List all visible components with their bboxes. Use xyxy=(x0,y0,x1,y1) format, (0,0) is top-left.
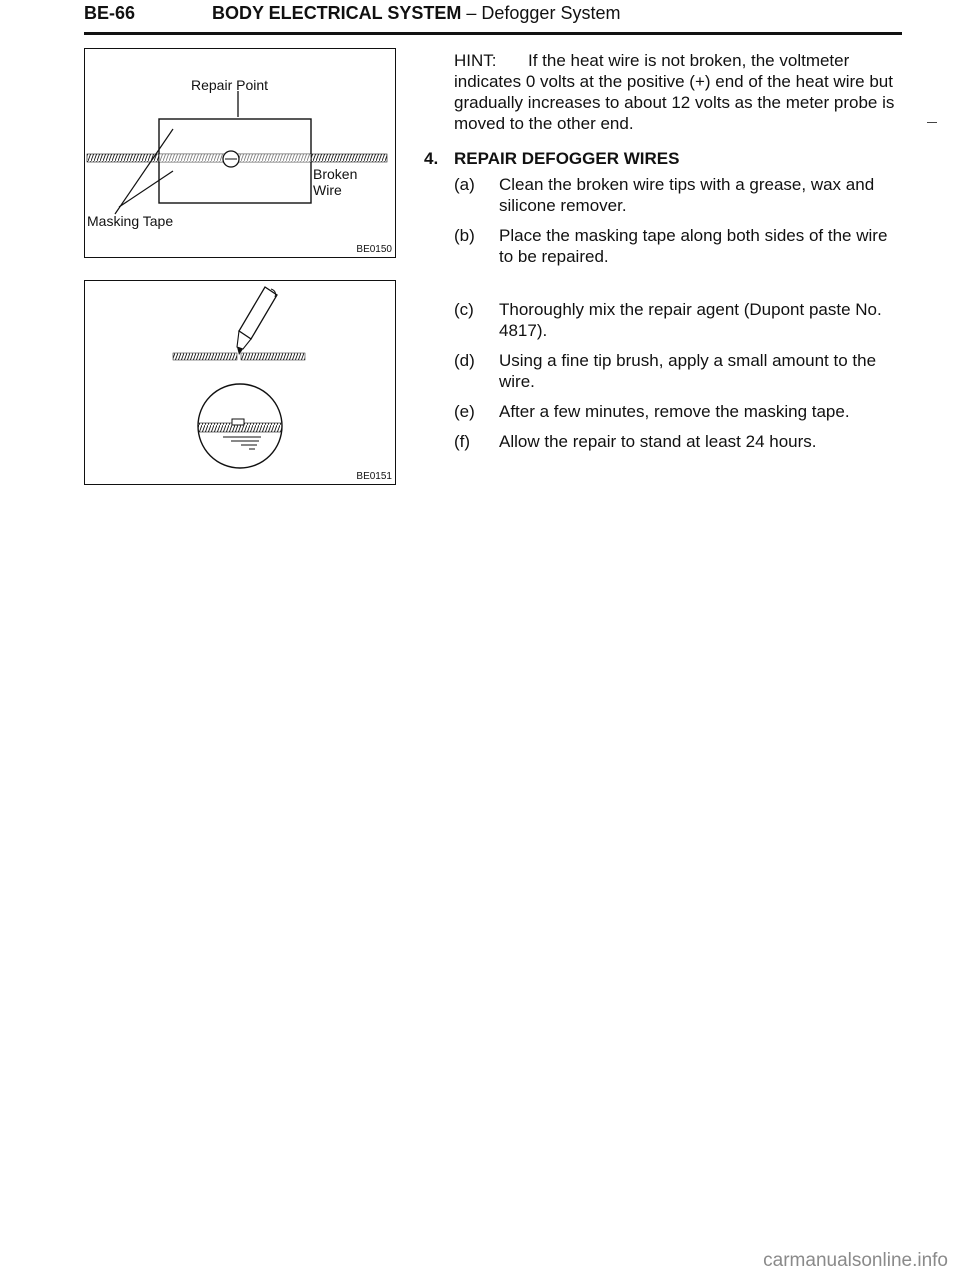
instructions-column xyxy=(424,50,904,461)
margin-mark xyxy=(927,122,937,123)
step-text: After a few minutes, remove the masking tape. xyxy=(499,402,850,421)
section-title: BODY ELECTRICAL SYSTEM xyxy=(212,3,462,23)
section-title: REPAIR DEFOGGER WIRES xyxy=(454,149,680,168)
step-text: Allow the repair to stand at least 24 hours. xyxy=(499,432,817,451)
step-label: (c) xyxy=(454,300,474,319)
page-header xyxy=(84,0,902,35)
section-heading xyxy=(424,148,904,169)
step-text: Clean the broken wire tips with a grease, wax and silicone remover. xyxy=(499,175,875,215)
step-text: Using a fine tip brush, apply a small amount to the wire. xyxy=(499,351,877,391)
step-item xyxy=(454,401,904,422)
step-label: (a) xyxy=(454,175,475,194)
section-number: 4. xyxy=(424,149,439,168)
step-label: (d) xyxy=(454,351,475,370)
page-code: BE-66 xyxy=(84,3,136,23)
brush-icon xyxy=(237,287,277,355)
step-item xyxy=(454,431,904,452)
step-item xyxy=(454,225,904,267)
masking-tape-label: Masking Tape xyxy=(87,213,174,229)
figure-masking-tape-diagram xyxy=(84,48,396,258)
figure-code: BE0150 xyxy=(356,244,392,255)
header-title xyxy=(212,3,620,24)
hint-text: If the heat wire is not broken, the voltmeter indicates 0 volts at the positive (+) end of the heat wire but gradually increases to about 12 volts as the meter probe is moved to the other end. xyxy=(454,51,895,133)
broken-wire-label-line1: Broken xyxy=(313,166,358,182)
subsection-title: Defogger System xyxy=(481,3,621,23)
step-item xyxy=(454,350,904,392)
watermark: carmanualsonline.info xyxy=(763,1250,948,1271)
step-text: Place the masking tape along both sides of the wire to be repaired. xyxy=(499,226,888,266)
step-label: (f) xyxy=(454,432,471,451)
hint-paragraph xyxy=(454,50,904,134)
title-separator: – xyxy=(461,3,482,23)
broken-wire-label-line2: Wire xyxy=(313,182,342,198)
figure-code: BE0151 xyxy=(356,471,392,482)
figure-brush-application-diagram xyxy=(84,280,396,485)
step-label: (b) xyxy=(454,226,475,245)
step-item xyxy=(454,299,904,341)
step-text: Thoroughly mix the repair agent (Dupont paste No. 4817). xyxy=(499,300,882,340)
step-item xyxy=(454,174,904,216)
brush-application-illustration xyxy=(85,281,395,484)
broken-wire-label xyxy=(313,166,357,198)
hint-label: HINT: xyxy=(454,51,497,70)
step-label: (e) xyxy=(454,402,475,421)
repair-point-label: Repair Point xyxy=(191,77,269,93)
